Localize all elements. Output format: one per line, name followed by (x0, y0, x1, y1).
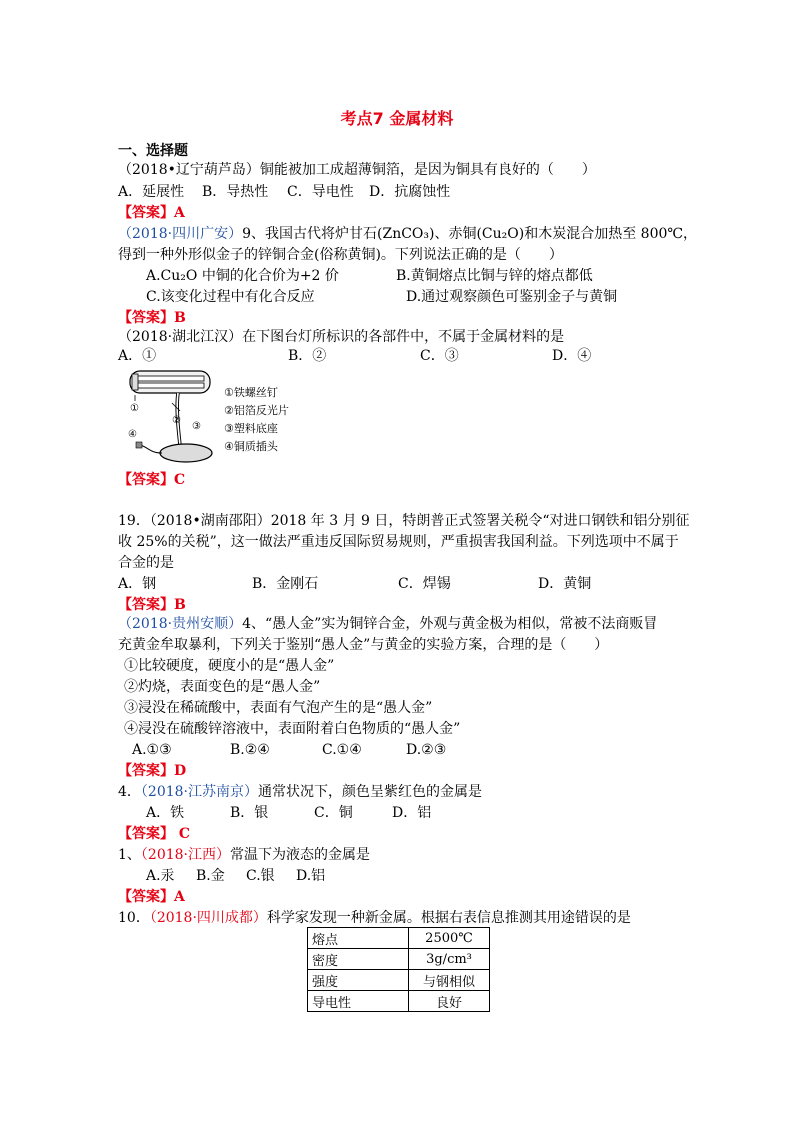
q5-item-4: ④浸没在硫酸锌溶液中，表面附着白色物质的“愚人金” (124, 721, 461, 737)
q2-answer: 【答案】B (118, 310, 186, 326)
q8-stem: 10．（2018·四川成都）科学家发现一种新金属。根据右表信息推测其用途错误的是 (118, 910, 631, 926)
q4-option-b: B．金刚石 (252, 576, 319, 592)
q1-option-d: D．抗腐蚀性 (369, 184, 451, 200)
q6-option-d: D．铝 (392, 805, 432, 821)
metal-property-table (307, 927, 490, 1012)
property-value: 2500℃ (409, 928, 490, 949)
svg-text:④: ④ (128, 429, 137, 440)
q6-answer: 【答案】 C (118, 826, 191, 842)
q7-option-d: D.铝 (296, 868, 326, 884)
q1-answer: 【答案】A (118, 205, 185, 221)
property-value: 良好 (409, 991, 490, 1012)
q5-option-b: B.②④ (230, 742, 270, 758)
q5-source: （2018·贵州安顺） (118, 616, 243, 632)
q7-option-c: C.银 (246, 868, 275, 884)
lamp-legend (224, 384, 289, 456)
property-value: 与钢相似 (409, 970, 490, 991)
legend-item-1: ①铁螺丝钉 (224, 386, 278, 399)
q1-option-a: A．延展性 (118, 184, 185, 200)
svg-text:②: ② (172, 415, 181, 426)
q3-option-d: D．④ (552, 348, 592, 364)
q4-stem-line3: 合金的是 (118, 555, 174, 571)
q6-option-c: C．铜 (314, 805, 353, 821)
q2-option-c: C.该变化过程中有化合反应 (146, 289, 315, 305)
q6-option-b: B．银 (230, 805, 269, 821)
q3-option-b: B．② (288, 348, 327, 364)
q4-answer: 【答案】B (118, 597, 186, 613)
page-title: 考点7 金属材料 (340, 109, 454, 128)
q6-stem: 4．（2018·江苏南京）通常状况下，颜色呈紫红色的金属是 (118, 784, 483, 800)
legend-item-4: ④铜质插头 (224, 440, 278, 453)
svg-text:③: ③ (192, 421, 201, 432)
q5-stem-line2: 充黄金牟取暴利，下列关于鉴别“愚人金”与黄金的实验方案，合理的是（ ） (118, 637, 609, 653)
q4-option-a: A．钢 (118, 576, 157, 592)
property-name: 强度 (308, 970, 409, 991)
q5-answer: 【答案】D (118, 763, 187, 779)
q5-option-c: C.①④ (322, 742, 362, 758)
q5-option-d: D.②③ (406, 742, 447, 758)
q2-source: （2018·四川广安） (118, 226, 243, 242)
q1-stem: （2018•辽宁葫芦岛）铜能被加工成超薄铜箔，是因为铜具有良好的（ ） (118, 162, 596, 178)
q2-option-d: D.通过观察颜色可鉴别金子与黄铜 (406, 289, 618, 305)
property-name: 密度 (308, 949, 409, 970)
q2-option-b: B.黄铜熔点比铜与锌的熔点都低 (396, 268, 593, 284)
q2-option-a: A.Cu₂O 中铜的化合价为+2 价 (146, 268, 339, 284)
svg-text:①: ① (130, 403, 139, 414)
table-row (308, 928, 490, 949)
q7-option-a: A.汞 (146, 868, 175, 884)
q5-option-a: A.①③ (132, 742, 172, 758)
property-name: 导电性 (308, 991, 409, 1012)
q6-option-a: A．铁 (146, 805, 185, 821)
legend-item-3: ③塑料底座 (224, 422, 278, 435)
q1-option-b: B．导热性 (202, 184, 269, 200)
q4-option-d: D．黄铜 (538, 576, 592, 592)
q3-option-a: A．① (118, 348, 157, 364)
q5-item-1: ①比较硬度，硬度小的是“愚人金” (124, 658, 335, 674)
q5-item-2: ②灼烧，表面变色的是“愚人金” (124, 679, 321, 695)
property-value: 3g/cm³ (409, 949, 490, 970)
q7-source: （2018·江西） (140, 847, 231, 863)
q2-stem-line1: （2018·四川广安）9、我国古代将炉甘石(ZnCO₃)、赤铜(Cu₂O)和木炭混合加热至 800℃， (118, 226, 698, 242)
q4-stem-line1: 19．（2018•湖南邵阳）2018 年 3 月 9 日，特朗普正式签署关税令“对进口钢铁和铝分别征 (118, 513, 690, 529)
property-name: 熔点 (308, 928, 409, 949)
q1-option-c: C．导电性 (287, 184, 354, 200)
legend-item-2: ②铝箔反光片 (224, 404, 289, 417)
q3-stem: （2018·湖北江汉）在下图台灯所标识的各部件中，不属于金属材料的是 (118, 329, 565, 345)
q5-item-3: ③浸没在稀硫酸中，表面有气泡产生的是“愚人金” (124, 700, 433, 716)
q6-source: （2018·江苏南京） (140, 784, 259, 800)
q7-stem: 1、（2018·江西）常温下为液态的金属是 (118, 847, 371, 863)
q8-source: （2018·四川成都） (149, 910, 267, 926)
table-row (308, 949, 490, 970)
q7-answer: 【答案】A (118, 889, 185, 905)
table-row (308, 991, 490, 1012)
q5-stem-line1: （2018·贵州安顺）4、“愚人金”实为铜锌合金，外观与黄金极为相似，常被不法商贩冒 (118, 616, 658, 632)
q4-stem-line2: 收 25%的关税”，这一做法严重违反国际贸易规则，严重损害我国利益。下列选项中不属于 (118, 534, 679, 550)
section-heading: 一、选择题 (118, 143, 188, 159)
q2-stem-line2: 得到一种外形似金子的锌铜合金(俗称黄铜)。下列说法正确的是（ ） (118, 247, 563, 263)
table-row (308, 970, 490, 991)
q4-option-c: C．焊锡 (398, 576, 451, 592)
desk-lamp-figure (122, 367, 214, 467)
q3-option-c: C．③ (420, 348, 459, 364)
q3-answer: 【答案】C (118, 472, 186, 488)
q7-option-b: B.金 (196, 868, 225, 884)
